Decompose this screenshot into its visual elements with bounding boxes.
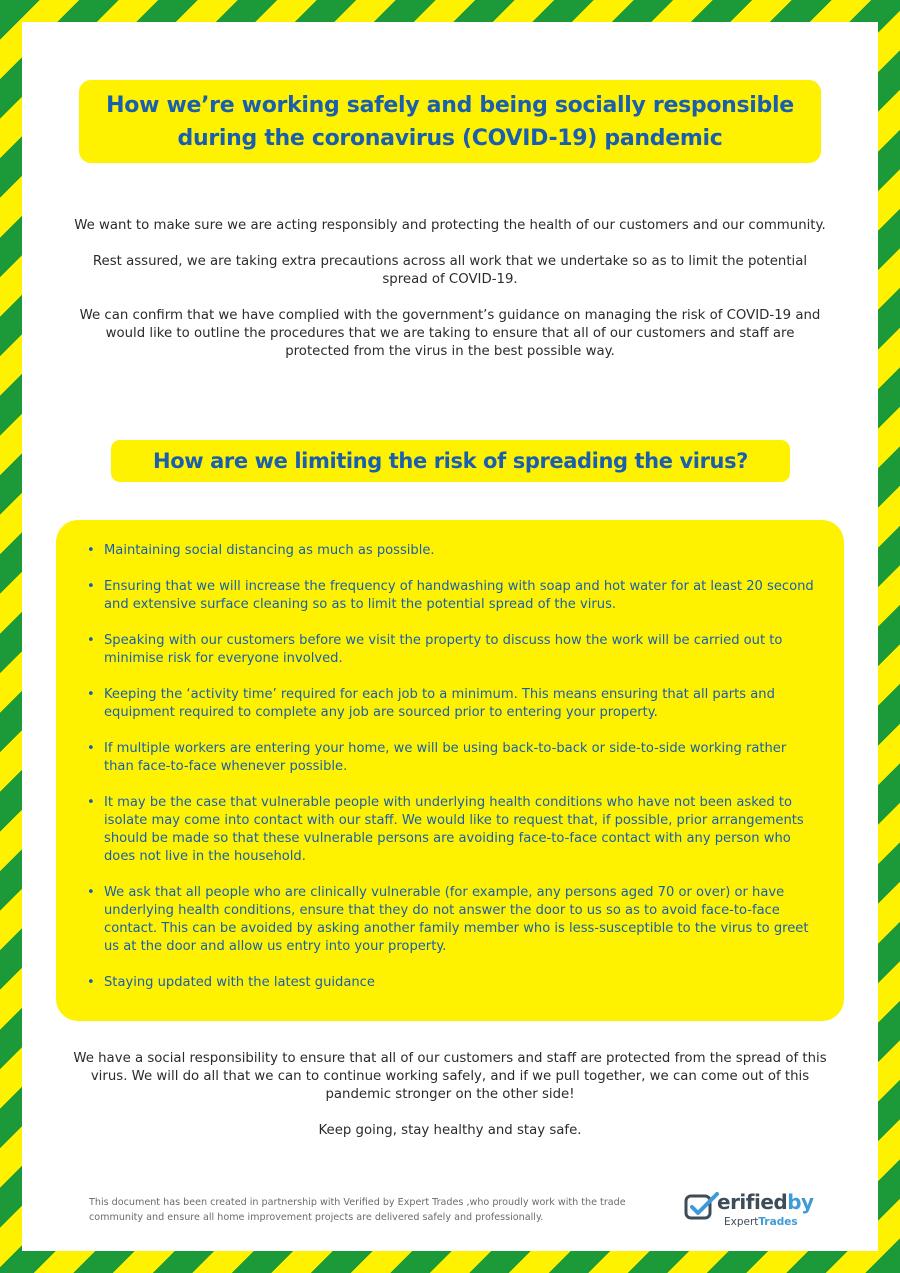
measures-panel bbox=[56, 520, 844, 1021]
closing-section bbox=[72, 1050, 828, 1158]
title-banner bbox=[79, 80, 821, 163]
list-item bbox=[84, 974, 814, 992]
list-item bbox=[84, 884, 814, 956]
list-item-text: It may be the case that vulnerable people with underlying health conditions who have not been asked to isolate may come into contact with our staff. We would like to request that, if possible, prior arrangements should be made so that these vulnerable persons are avoiding face-to-face contact with any person who does not live in the household. bbox=[104, 795, 804, 864]
list-item-text: Keeping the ‘activity time’ required for each job to a minimum. This means ensuring that all parts and equipment required to complete any job are sourced prior to entering your property. bbox=[104, 687, 775, 720]
list-item-text: Speaking with our customers before we visit the property to discuss how the work will be carried out to minimise risk for everyone involved. bbox=[104, 633, 783, 666]
intro-paragraph-1: We want to make sure we are acting responsibly and protecting the health of our customers and our community. bbox=[74, 218, 826, 233]
bullet-icon: • bbox=[87, 975, 95, 990]
list-item bbox=[84, 632, 814, 668]
bullet-icon: • bbox=[87, 579, 95, 594]
bullet-icon: • bbox=[87, 687, 95, 702]
list-item-text: Maintaining social distancing as much as possible. bbox=[104, 543, 435, 558]
list-item-text: We ask that all people who are clinically vulnerable (for example, any persons aged 70 or over) or have underlying health conditions, ensure that they do not answer the door to us so as to avoid face-to-face contact. This can be avoided by asking another family member who is less-susceptible to the virus to greet us at the door and allow us entry into your property. bbox=[104, 885, 809, 954]
bullet-icon: • bbox=[87, 795, 95, 810]
intro-paragraph-3: We can confirm that we have complied with the government’s guidance on managing the risk of COVID-19 and would like to outline the procedures that we are taking to ensure that all of our customers and staff are protected from the virus in the best possible way. bbox=[79, 308, 821, 359]
bullet-icon: • bbox=[87, 543, 95, 558]
page-title bbox=[106, 89, 794, 155]
list-item bbox=[84, 578, 814, 614]
list-item-text: Staying updated with the latest guidance bbox=[104, 975, 375, 990]
measures-list bbox=[84, 542, 814, 992]
bullet-icon: • bbox=[87, 741, 95, 756]
footer-note: This document has been created in partnership with Verified by Expert Trades ,who proudly work with the trade community and ensure all home improvement projects are delivered safely and professionally. bbox=[89, 1197, 626, 1223]
verified-by-expert-trades-logo bbox=[684, 1188, 814, 1232]
list-item bbox=[84, 686, 814, 722]
closing-paragraph: We have a social responsibility to ensure that all of our customers and staff are protected from the spread of this virus. We will do all that we can to continue working safely, and if we pull together, we can come out of this pandemic stronger on the other side! bbox=[73, 1051, 827, 1102]
list-item bbox=[84, 542, 814, 560]
list-item-text: Ensuring that we will increase the frequency of handwashing with soap and hot water for at least 20 second and extensive surface cleaning so as to limit the potential spread of the virus. bbox=[104, 579, 814, 612]
list-item-text: If multiple workers are entering your home, we will be using back-to-back or side-to-side working rather than face-to-face whenever possible. bbox=[104, 741, 787, 774]
logo-verified-text: erified bbox=[717, 1190, 788, 1214]
logo-tagline bbox=[724, 1216, 798, 1228]
title-line-2: during the coronavirus (COVID-19) pandemic bbox=[177, 125, 723, 151]
closing-signoff: Keep going, stay healthy and stay safe. bbox=[318, 1123, 582, 1138]
logo-by-text: by bbox=[787, 1190, 814, 1214]
section-heading: How are we limiting the risk of spreading the virus? bbox=[153, 449, 748, 473]
bullet-icon: • bbox=[87, 885, 95, 900]
logo-wordmark bbox=[717, 1190, 814, 1214]
list-item bbox=[84, 740, 814, 776]
intro-paragraph-2: Rest assured, we are taking extra precautions across all work that we undertake so as to limit the potential spread of COVID-19. bbox=[92, 254, 808, 287]
list-item bbox=[84, 794, 814, 866]
logo-trades-text: Trades bbox=[758, 1216, 798, 1228]
bullet-icon: • bbox=[87, 633, 95, 648]
checkmark-badge-icon bbox=[684, 1192, 720, 1222]
intro-section bbox=[72, 217, 828, 379]
subtitle-banner bbox=[111, 440, 790, 482]
title-line-1: How we’re working safely and being socially responsible bbox=[106, 92, 794, 118]
logo-expert-text: Expert bbox=[724, 1216, 759, 1228]
notice-sheet bbox=[22, 22, 878, 1251]
